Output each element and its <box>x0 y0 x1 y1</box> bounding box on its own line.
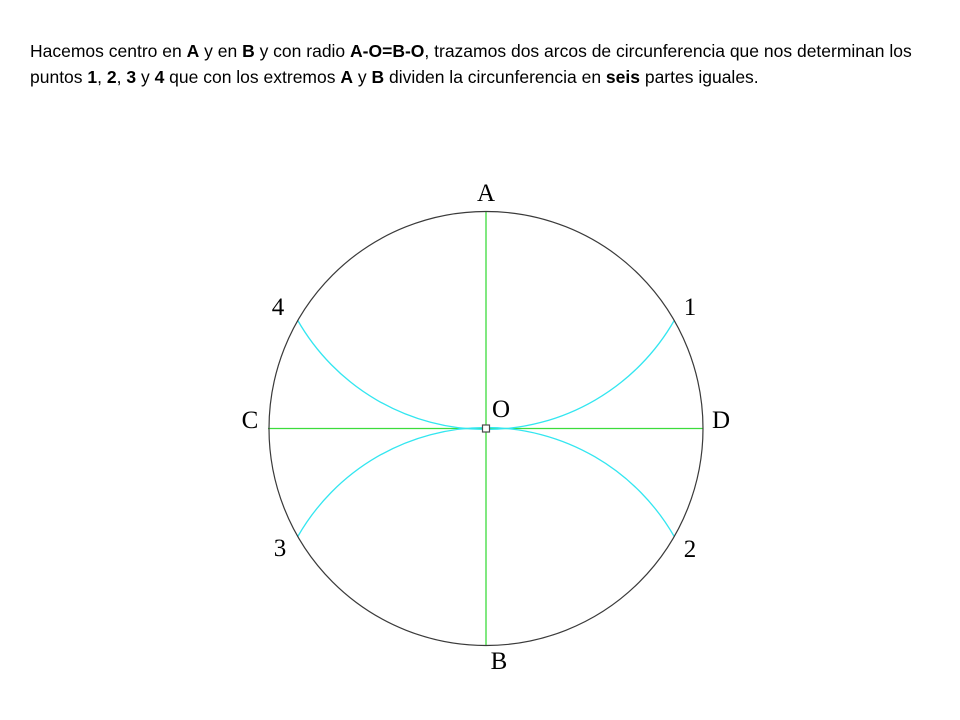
caption-bold: 1 <box>87 67 98 87</box>
center-point-O <box>483 425 490 432</box>
label-C: C <box>241 407 259 434</box>
label-O: O <box>491 396 511 423</box>
caption-part: Hacemos centro en <box>30 41 187 61</box>
caption-part: , <box>97 67 107 87</box>
label-D: D <box>711 407 731 434</box>
caption-part: y en <box>199 41 243 61</box>
caption-part: dividen la circunferencia en <box>384 67 606 87</box>
caption-part: partes iguales. <box>639 67 759 87</box>
caption-bold: B <box>242 41 255 61</box>
caption-bold: B <box>371 67 385 87</box>
caption-part: y <box>136 67 155 87</box>
label-point-4: 4 <box>271 294 285 321</box>
caption-bold: 4 <box>154 67 165 87</box>
label-point-2: 2 <box>683 536 697 563</box>
caption-part: , <box>116 67 127 87</box>
caption-part: y <box>353 67 372 87</box>
label-A: A <box>476 180 496 207</box>
caption-part: , trazamos dos arcos de circunferencia que nos determinan los puntos <box>30 41 912 87</box>
label-point-1: 1 <box>683 294 697 321</box>
caption-bold: 3 <box>126 67 137 87</box>
label-point-3: 3 <box>273 535 287 562</box>
label-B: B <box>490 648 508 675</box>
caption-bold: A-O=B-O <box>350 41 425 61</box>
caption-bold: A <box>186 41 200 61</box>
caption-bold: 2 <box>106 67 117 87</box>
caption-bold: seis <box>605 67 640 87</box>
caption-bold: A <box>340 67 353 87</box>
caption-part: que con los extremos <box>164 67 341 87</box>
caption-part: y con radio <box>254 41 351 61</box>
